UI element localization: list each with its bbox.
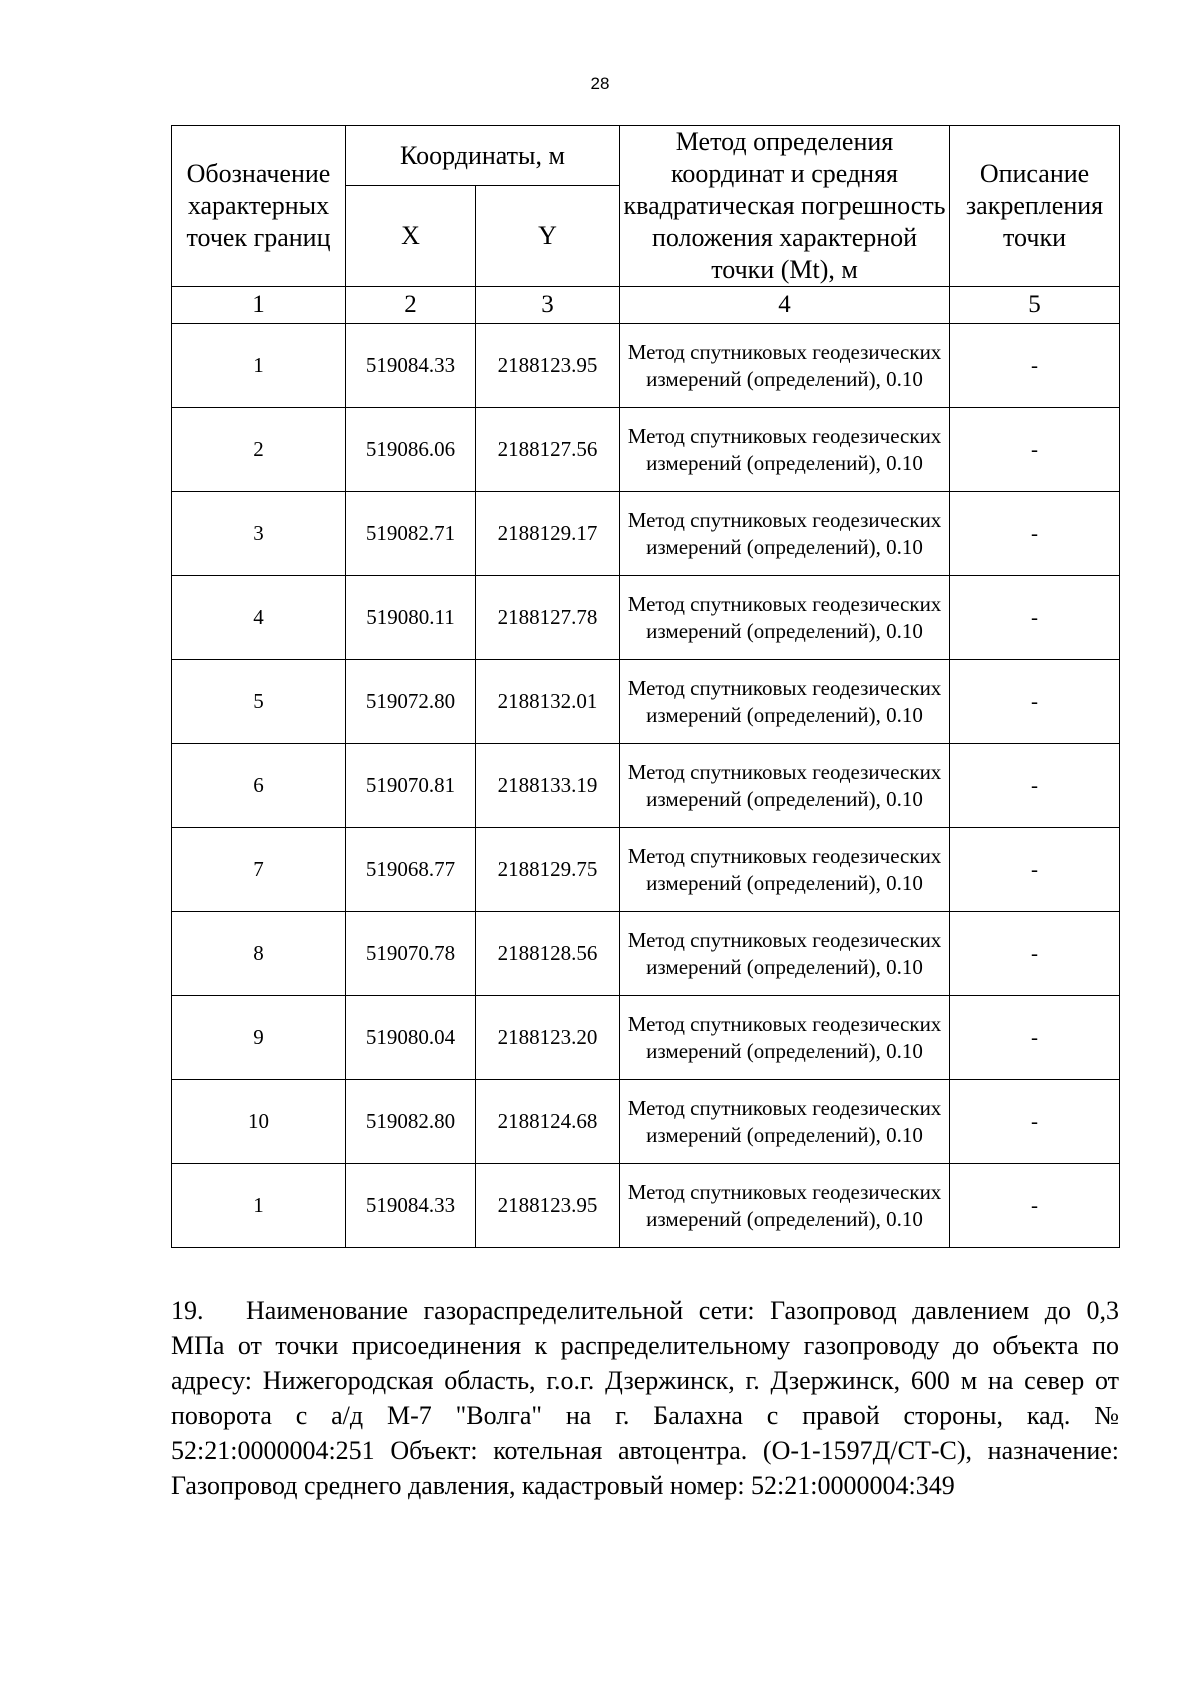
point-cell: 7 — [172, 828, 346, 912]
method-cell: Метод спутниковых геодезических измерений (определений), 0.10 — [620, 408, 950, 492]
method-cell: Метод спутниковых геодезических измерений (определений), 0.10 — [620, 492, 950, 576]
table-row — [172, 324, 1120, 408]
y-cell: 2188123.95 — [476, 324, 620, 408]
y-cell: 2188129.75 — [476, 828, 620, 912]
table-row — [172, 660, 1120, 744]
coordinates-table — [171, 125, 1120, 1248]
point-cell: 1 — [172, 1164, 346, 1248]
x-cell: 519080.04 — [346, 996, 476, 1080]
y-cell: 2188127.78 — [476, 576, 620, 660]
method-cell: Метод спутниковых геодезических измерений (определений), 0.10 — [620, 744, 950, 828]
table-row — [172, 1164, 1120, 1248]
x-cell: 519070.81 — [346, 744, 476, 828]
y-cell: 2188128.56 — [476, 912, 620, 996]
column-number: 5 — [950, 287, 1120, 324]
point-cell: 2 — [172, 408, 346, 492]
method-cell: Метод спутниковых геодезических измерений (определений), 0.10 — [620, 996, 950, 1080]
point-cell: 4 — [172, 576, 346, 660]
x-cell: 519070.78 — [346, 912, 476, 996]
table-row — [172, 912, 1120, 996]
table-row — [172, 996, 1120, 1080]
method-cell: Метод спутниковых геодезических измерений (определений), 0.10 — [620, 1164, 950, 1248]
point-cell: 5 — [172, 660, 346, 744]
x-cell: 519084.33 — [346, 324, 476, 408]
x-cell: 519068.77 — [346, 828, 476, 912]
table-row — [172, 828, 1120, 912]
y-cell: 2188123.20 — [476, 996, 620, 1080]
x-cell: 519082.71 — [346, 492, 476, 576]
method-cell: Метод спутниковых геодезических измерений (определений), 0.10 — [620, 324, 950, 408]
table-row — [172, 492, 1120, 576]
point-cell: 8 — [172, 912, 346, 996]
paragraph-number: 19. — [171, 1296, 204, 1325]
description-cell: - — [950, 408, 1120, 492]
x-cell: 519072.80 — [346, 660, 476, 744]
header-x: X — [346, 186, 476, 287]
y-cell: 2188129.17 — [476, 492, 620, 576]
y-cell: 2188132.01 — [476, 660, 620, 744]
table-row — [172, 1080, 1120, 1164]
method-cell: Метод спутниковых геодезических измерений (определений), 0.10 — [620, 576, 950, 660]
description-cell: - — [950, 576, 1120, 660]
page-number: 28 — [590, 74, 610, 93]
description-cell: - — [950, 492, 1120, 576]
x-cell: 519086.06 — [346, 408, 476, 492]
header-coordinates: Координаты, м — [346, 126, 620, 186]
header-y: Y — [476, 186, 620, 287]
method-cell: Метод спутниковых геодезических измерений (определений), 0.10 — [620, 660, 950, 744]
y-cell: 2188133.19 — [476, 744, 620, 828]
y-cell: 2188124.68 — [476, 1080, 620, 1164]
x-cell: 519084.33 — [346, 1164, 476, 1248]
description-cell: - — [950, 660, 1120, 744]
point-cell: 6 — [172, 744, 346, 828]
description-cell: - — [950, 912, 1120, 996]
description-cell: - — [950, 828, 1120, 912]
description-cell: - — [950, 1164, 1120, 1248]
paragraph-text: Наименование газораспределительной сети: Газопровод давлением до 0,3 МПа от точки присоединения к распределительному газопроводу до объекта по адресу: Нижегородская область, г.о.г. Дзержинск, г. Дзержинск, 600 м на север от поворота с а/д М-7 "Волга" на г. Балахна с правой стороны, кад. № 52:21:0000004:251 Объект: котельная автоцентра. (О-1-1597Д/СТ-С), назначение: Газопровод среднего давления, кадастровый номер: 52:21:0000004:349 — [171, 1296, 1119, 1500]
header-description: Описание закрепления точки — [950, 126, 1120, 287]
method-cell: Метод спутниковых геодезических измерений (определений), 0.10 — [620, 1080, 950, 1164]
description-cell: - — [950, 744, 1120, 828]
column-number: 1 — [172, 287, 346, 324]
point-cell: 3 — [172, 492, 346, 576]
point-cell: 1 — [172, 324, 346, 408]
column-number: 2 — [346, 287, 476, 324]
y-cell: 2188127.56 — [476, 408, 620, 492]
table-row — [172, 576, 1120, 660]
header-method: Метод определения координат и средняя квадратическая погрешность положения характерной точки (Mt), м — [620, 126, 950, 287]
method-cell: Метод спутниковых геодезических измерений (определений), 0.10 — [620, 912, 950, 996]
column-number: 3 — [476, 287, 620, 324]
x-cell: 519082.80 — [346, 1080, 476, 1164]
table-row — [172, 408, 1120, 492]
description-cell: - — [950, 1080, 1120, 1164]
point-cell: 10 — [172, 1080, 346, 1164]
paragraph-19 — [171, 1293, 1119, 1503]
table-row — [172, 744, 1120, 828]
y-cell: 2188123.95 — [476, 1164, 620, 1248]
column-number: 4 — [620, 287, 950, 324]
column-number-row — [172, 287, 1120, 324]
header-designation: Обозначение характерных точек границ — [172, 126, 346, 287]
description-cell: - — [950, 324, 1120, 408]
x-cell: 519080.11 — [346, 576, 476, 660]
method-cell: Метод спутниковых геодезических измерений (определений), 0.10 — [620, 828, 950, 912]
point-cell: 9 — [172, 996, 346, 1080]
description-cell: - — [950, 996, 1120, 1080]
